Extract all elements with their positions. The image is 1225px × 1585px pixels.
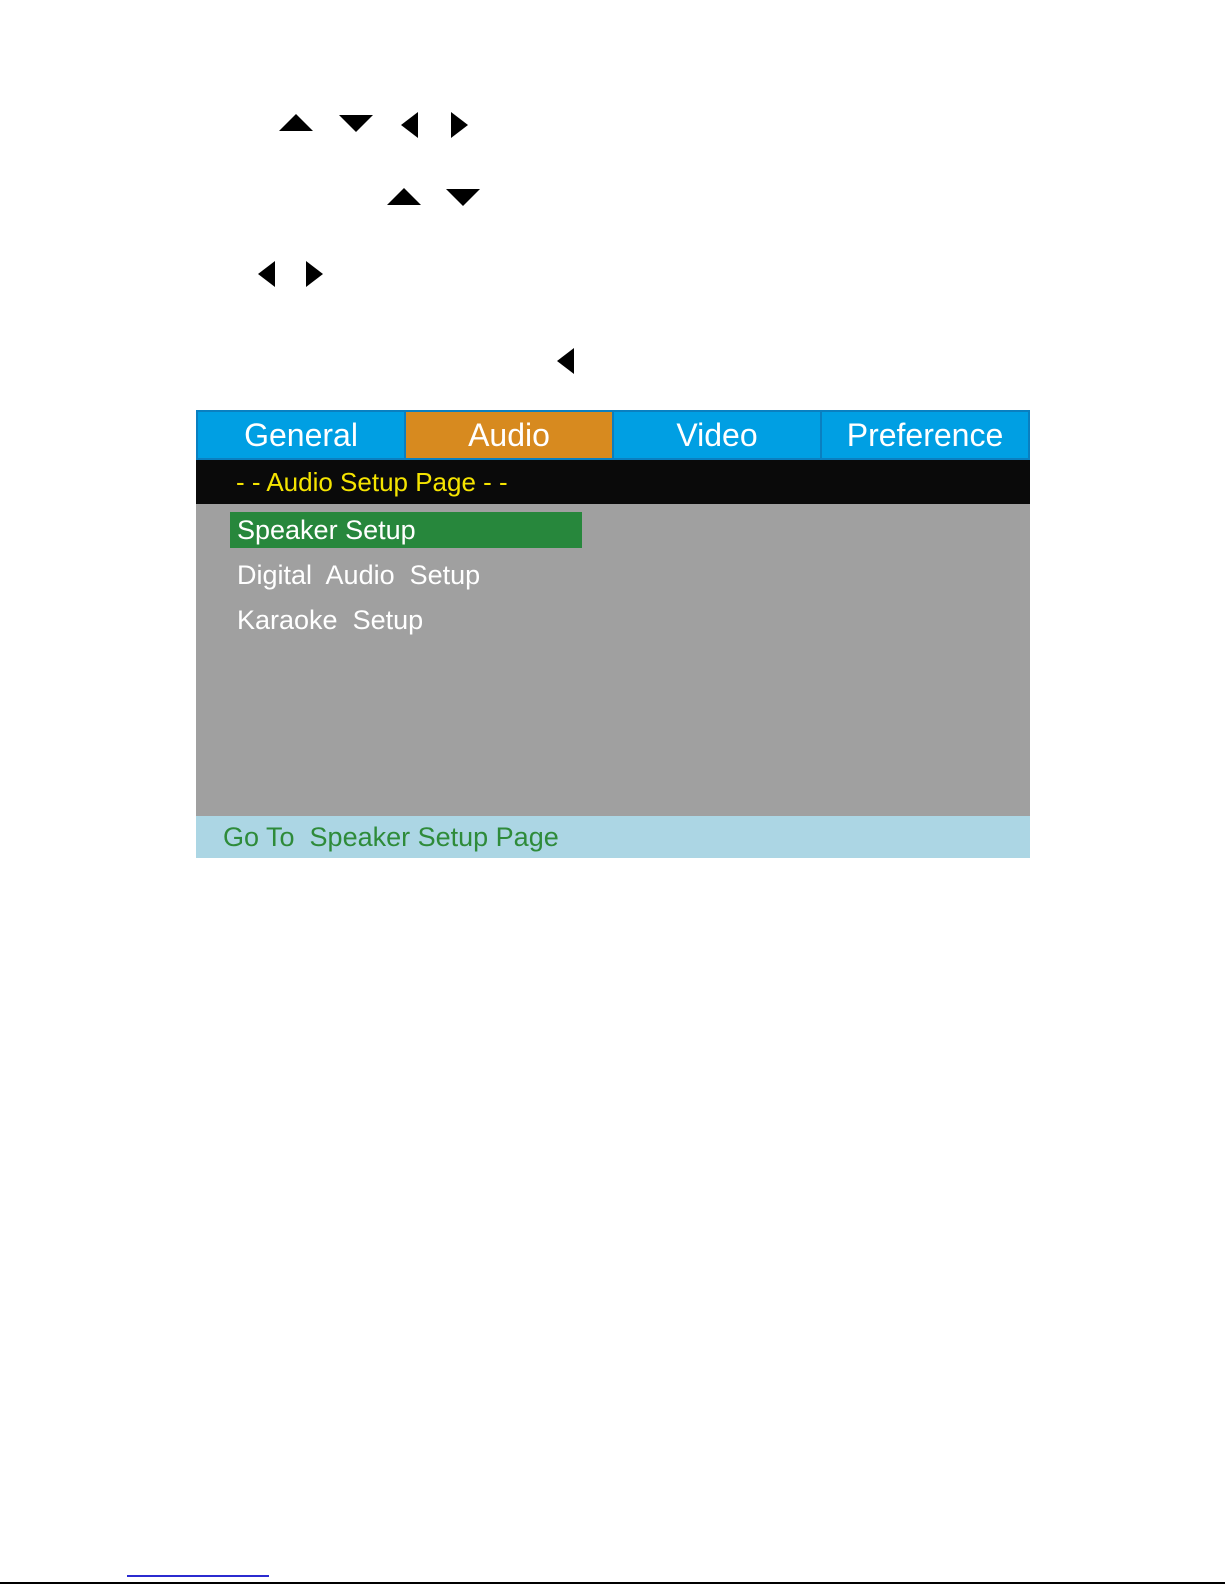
up-arrow-icon bbox=[279, 114, 313, 131]
footer-link-underline bbox=[127, 1575, 269, 1577]
left-arrow-icon bbox=[557, 348, 574, 374]
up-arrow-icon bbox=[387, 188, 421, 205]
menu-item-digital-audio-setup[interactable]: Digital Audio Setup bbox=[237, 560, 481, 590]
down-arrow-icon bbox=[339, 115, 373, 132]
tab-general[interactable]: General bbox=[198, 412, 406, 458]
status-bar: Go To Speaker Setup Page bbox=[196, 816, 1030, 858]
down-arrow-icon bbox=[446, 189, 480, 206]
menu-item-karaoke-setup[interactable]: Karaoke Setup bbox=[237, 605, 424, 635]
tab-audio[interactable]: Audio bbox=[406, 412, 614, 458]
tab-preference[interactable]: Preference bbox=[846, 416, 1004, 453]
footer-rule bbox=[0, 1582, 1225, 1584]
tab-bar bbox=[196, 410, 1030, 460]
right-arrow-icon bbox=[451, 112, 468, 138]
left-arrow-icon bbox=[258, 261, 275, 287]
menu-item-speaker-setup[interactable]: Speaker Setup bbox=[230, 512, 582, 548]
menu-panel bbox=[196, 504, 1030, 816]
setup-menu-screen bbox=[196, 410, 1030, 858]
page-title: - - Audio Setup Page - - bbox=[196, 460, 1030, 504]
left-arrow-icon bbox=[401, 112, 418, 138]
right-arrow-icon bbox=[306, 261, 323, 287]
tab-video[interactable]: Video bbox=[614, 412, 822, 458]
